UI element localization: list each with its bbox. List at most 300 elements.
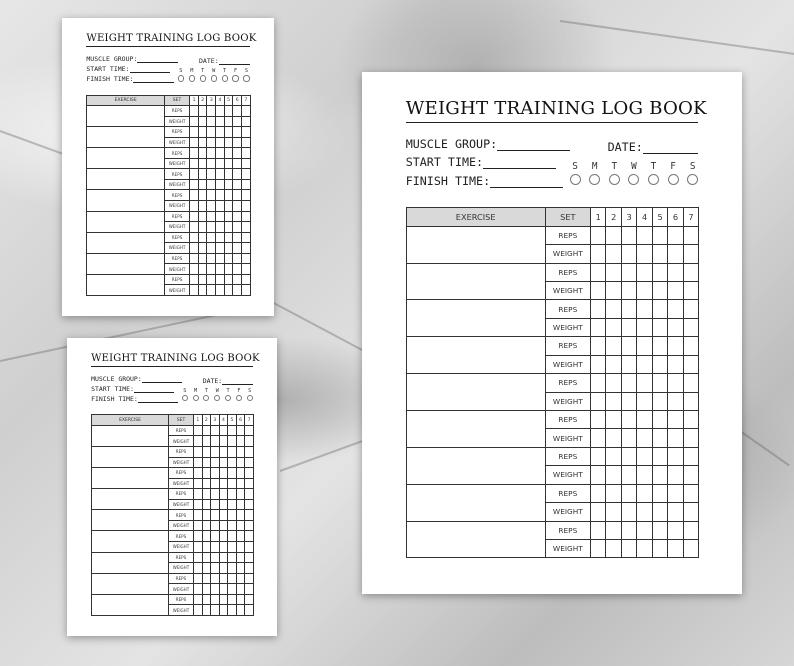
weekday-checkbox[interactable]	[189, 75, 195, 81]
set-entry-cell[interactable]	[637, 337, 652, 355]
weekday-0[interactable]	[182, 388, 188, 401]
weekday-checkbox[interactable]	[687, 174, 698, 185]
set-entry-cell[interactable]	[216, 274, 225, 285]
set-entry-cell[interactable]	[216, 232, 225, 243]
set-entry-cell[interactable]	[591, 539, 606, 557]
set-entry-cell[interactable]	[233, 116, 242, 127]
set-entry-cell[interactable]	[228, 594, 237, 605]
set-entry-cell[interactable]	[683, 245, 698, 263]
exercise-cell[interactable]	[92, 446, 169, 467]
set-entry-cell[interactable]	[216, 264, 225, 275]
set-entry-cell[interactable]	[207, 243, 216, 254]
set-entry-cell[interactable]	[652, 226, 667, 244]
set-entry-cell[interactable]	[241, 253, 250, 264]
weekday-1[interactable]	[189, 68, 195, 81]
set-entry-cell[interactable]	[228, 457, 237, 468]
set-entry-cell[interactable]	[241, 158, 250, 169]
weekday-checkbox[interactable]	[200, 75, 206, 81]
weekday-0[interactable]	[178, 68, 184, 81]
weekday-checkbox[interactable]	[589, 174, 600, 185]
set-entry-cell[interactable]	[591, 447, 606, 465]
set-entry-cell[interactable]	[194, 436, 203, 447]
set-entry-cell[interactable]	[219, 499, 228, 510]
set-entry-cell[interactable]	[228, 605, 237, 616]
set-entry-cell[interactable]	[233, 179, 242, 190]
set-entry-cell[interactable]	[606, 263, 621, 281]
exercise-cell[interactable]	[92, 594, 169, 615]
exercise-cell[interactable]	[92, 552, 169, 573]
set-entry-cell[interactable]	[241, 179, 250, 190]
set-entry-cell[interactable]	[202, 436, 211, 447]
set-entry-cell[interactable]	[211, 499, 220, 510]
start-time-field-line[interactable]	[483, 157, 556, 170]
set-entry-cell[interactable]	[236, 531, 245, 542]
muscle-group-field-line[interactable]	[142, 376, 182, 383]
set-entry-cell[interactable]	[621, 466, 636, 484]
set-entry-cell[interactable]	[190, 201, 199, 212]
weekday-checkbox[interactable]	[203, 395, 209, 401]
set-entry-cell[interactable]	[245, 584, 254, 595]
set-entry-cell[interactable]	[683, 539, 698, 557]
set-entry-cell[interactable]	[621, 484, 636, 502]
set-entry-cell[interactable]	[683, 300, 698, 318]
set-entry-cell[interactable]	[224, 211, 233, 222]
set-entry-cell[interactable]	[591, 318, 606, 336]
set-entry-cell[interactable]	[245, 436, 254, 447]
set-entry-cell[interactable]	[241, 116, 250, 127]
set-entry-cell[interactable]	[683, 392, 698, 410]
set-entry-cell[interactable]	[202, 552, 211, 563]
set-entry-cell[interactable]	[202, 457, 211, 468]
set-entry-cell[interactable]	[194, 478, 203, 489]
set-entry-cell[interactable]	[194, 605, 203, 616]
set-entry-cell[interactable]	[207, 211, 216, 222]
set-entry-cell[interactable]	[224, 190, 233, 201]
set-entry-cell[interactable]	[621, 521, 636, 539]
weekday-checkbox[interactable]	[193, 395, 199, 401]
set-entry-cell[interactable]	[245, 605, 254, 616]
set-entry-cell[interactable]	[637, 318, 652, 336]
set-entry-cell[interactable]	[202, 531, 211, 542]
set-entry-cell[interactable]	[224, 127, 233, 138]
set-entry-cell[interactable]	[228, 552, 237, 563]
set-entry-cell[interactable]	[233, 274, 242, 285]
set-entry-cell[interactable]	[194, 594, 203, 605]
set-entry-cell[interactable]	[207, 274, 216, 285]
set-entry-cell[interactable]	[668, 521, 683, 539]
weekday-checkbox[interactable]	[247, 395, 253, 401]
set-entry-cell[interactable]	[228, 510, 237, 521]
weekday-checkbox[interactable]	[211, 75, 217, 81]
set-entry-cell[interactable]	[190, 222, 199, 233]
set-entry-cell[interactable]	[668, 539, 683, 557]
set-entry-cell[interactable]	[211, 478, 220, 489]
weekday-checkbox[interactable]	[232, 75, 238, 81]
set-entry-cell[interactable]	[245, 594, 254, 605]
set-entry-cell[interactable]	[668, 337, 683, 355]
set-entry-cell[interactable]	[606, 355, 621, 373]
set-entry-cell[interactable]	[621, 282, 636, 300]
weekday-4[interactable]	[225, 388, 231, 401]
set-entry-cell[interactable]	[207, 264, 216, 275]
set-entry-cell[interactable]	[652, 282, 667, 300]
set-entry-cell[interactable]	[228, 425, 237, 436]
weekday-checkbox[interactable]	[222, 75, 228, 81]
set-entry-cell[interactable]	[236, 457, 245, 468]
set-entry-cell[interactable]	[637, 484, 652, 502]
set-entry-cell[interactable]	[591, 521, 606, 539]
set-entry-cell[interactable]	[591, 226, 606, 244]
set-entry-cell[interactable]	[591, 429, 606, 447]
set-entry-cell[interactable]	[228, 531, 237, 542]
set-entry-cell[interactable]	[652, 374, 667, 392]
set-entry-cell[interactable]	[194, 520, 203, 531]
set-entry-cell[interactable]	[245, 510, 254, 521]
set-entry-cell[interactable]	[668, 318, 683, 336]
set-entry-cell[interactable]	[211, 573, 220, 584]
set-entry-cell[interactable]	[683, 503, 698, 521]
set-entry-cell[interactable]	[219, 425, 228, 436]
set-entry-cell[interactable]	[652, 521, 667, 539]
set-entry-cell[interactable]	[652, 318, 667, 336]
set-entry-cell[interactable]	[591, 466, 606, 484]
set-entry-cell[interactable]	[236, 594, 245, 605]
set-entry-cell[interactable]	[219, 520, 228, 531]
set-entry-cell[interactable]	[224, 264, 233, 275]
set-entry-cell[interactable]	[606, 337, 621, 355]
set-entry-cell[interactable]	[228, 563, 237, 574]
weekday-6[interactable]	[247, 388, 253, 401]
exercise-cell[interactable]	[87, 211, 165, 232]
set-entry-cell[interactable]	[194, 531, 203, 542]
set-entry-cell[interactable]	[236, 489, 245, 500]
set-entry-cell[interactable]	[236, 520, 245, 531]
set-entry-cell[interactable]	[202, 605, 211, 616]
exercise-cell[interactable]	[92, 573, 169, 594]
set-entry-cell[interactable]	[224, 158, 233, 169]
exercise-cell[interactable]	[87, 127, 165, 148]
weekday-checkbox[interactable]	[570, 174, 581, 185]
set-entry-cell[interactable]	[198, 127, 207, 138]
set-entry-cell[interactable]	[668, 466, 683, 484]
set-entry-cell[interactable]	[683, 447, 698, 465]
set-entry-cell[interactable]	[228, 499, 237, 510]
set-entry-cell[interactable]	[202, 446, 211, 457]
set-entry-cell[interactable]	[652, 355, 667, 373]
set-entry-cell[interactable]	[668, 263, 683, 281]
finish-time-field-line[interactable]	[490, 175, 563, 188]
set-entry-cell[interactable]	[224, 222, 233, 233]
set-entry-cell[interactable]	[211, 520, 220, 531]
set-entry-cell[interactable]	[652, 539, 667, 557]
set-entry-cell[interactable]	[219, 573, 228, 584]
set-entry-cell[interactable]	[621, 355, 636, 373]
weekday-4[interactable]	[648, 161, 659, 185]
set-entry-cell[interactable]	[207, 158, 216, 169]
set-entry-cell[interactable]	[228, 436, 237, 447]
set-entry-cell[interactable]	[207, 106, 216, 117]
date-field-line[interactable]	[643, 141, 699, 154]
set-entry-cell[interactable]	[216, 190, 225, 201]
set-entry-cell[interactable]	[637, 282, 652, 300]
weekday-2[interactable]	[200, 68, 206, 81]
exercise-cell[interactable]	[406, 226, 545, 263]
set-entry-cell[interactable]	[216, 127, 225, 138]
set-entry-cell[interactable]	[190, 116, 199, 127]
set-entry-cell[interactable]	[591, 503, 606, 521]
set-entry-cell[interactable]	[241, 201, 250, 212]
set-entry-cell[interactable]	[668, 484, 683, 502]
set-entry-cell[interactable]	[245, 446, 254, 457]
set-entry-cell[interactable]	[211, 594, 220, 605]
set-entry-cell[interactable]	[637, 466, 652, 484]
set-entry-cell[interactable]	[228, 542, 237, 553]
set-entry-cell[interactable]	[241, 169, 250, 180]
set-entry-cell[interactable]	[198, 201, 207, 212]
set-entry-cell[interactable]	[241, 127, 250, 138]
set-entry-cell[interactable]	[233, 201, 242, 212]
muscle-group-field-line[interactable]	[497, 139, 570, 152]
set-entry-cell[interactable]	[245, 552, 254, 563]
set-entry-cell[interactable]	[241, 137, 250, 148]
set-entry-cell[interactable]	[224, 179, 233, 190]
set-entry-cell[interactable]	[591, 392, 606, 410]
set-entry-cell[interactable]	[606, 503, 621, 521]
set-entry-cell[interactable]	[652, 392, 667, 410]
set-entry-cell[interactable]	[211, 542, 220, 553]
set-entry-cell[interactable]	[668, 355, 683, 373]
set-entry-cell[interactable]	[190, 106, 199, 117]
set-entry-cell[interactable]	[683, 318, 698, 336]
set-entry-cell[interactable]	[211, 584, 220, 595]
set-entry-cell[interactable]	[202, 594, 211, 605]
set-entry-cell[interactable]	[194, 489, 203, 500]
set-entry-cell[interactable]	[683, 410, 698, 428]
set-entry-cell[interactable]	[637, 521, 652, 539]
set-entry-cell[interactable]	[233, 211, 242, 222]
set-entry-cell[interactable]	[591, 374, 606, 392]
set-entry-cell[interactable]	[194, 573, 203, 584]
set-entry-cell[interactable]	[652, 429, 667, 447]
set-entry-cell[interactable]	[683, 337, 698, 355]
set-entry-cell[interactable]	[211, 425, 220, 436]
set-entry-cell[interactable]	[606, 392, 621, 410]
weekday-checkbox[interactable]	[182, 395, 188, 401]
set-entry-cell[interactable]	[233, 243, 242, 254]
set-entry-cell[interactable]	[219, 510, 228, 521]
weekday-checkbox[interactable]	[243, 75, 249, 81]
set-entry-cell[interactable]	[219, 594, 228, 605]
weekday-checkbox[interactable]	[609, 174, 620, 185]
set-entry-cell[interactable]	[245, 478, 254, 489]
set-entry-cell[interactable]	[190, 243, 199, 254]
set-entry-cell[interactable]	[245, 542, 254, 553]
set-entry-cell[interactable]	[241, 148, 250, 159]
set-entry-cell[interactable]	[216, 106, 225, 117]
set-entry-cell[interactable]	[236, 584, 245, 595]
set-entry-cell[interactable]	[202, 520, 211, 531]
set-entry-cell[interactable]	[621, 300, 636, 318]
set-entry-cell[interactable]	[606, 447, 621, 465]
set-entry-cell[interactable]	[606, 539, 621, 557]
set-entry-cell[interactable]	[216, 158, 225, 169]
set-entry-cell[interactable]	[668, 429, 683, 447]
exercise-cell[interactable]	[87, 169, 165, 190]
set-entry-cell[interactable]	[668, 226, 683, 244]
set-entry-cell[interactable]	[219, 605, 228, 616]
exercise-cell[interactable]	[406, 300, 545, 337]
exercise-cell[interactable]	[87, 274, 165, 295]
set-entry-cell[interactable]	[606, 429, 621, 447]
set-entry-cell[interactable]	[202, 499, 211, 510]
set-entry-cell[interactable]	[637, 539, 652, 557]
exercise-cell[interactable]	[92, 489, 169, 510]
weekday-checkbox[interactable]	[648, 174, 659, 185]
set-entry-cell[interactable]	[668, 392, 683, 410]
set-entry-cell[interactable]	[211, 468, 220, 479]
set-entry-cell[interactable]	[198, 253, 207, 264]
set-entry-cell[interactable]	[606, 226, 621, 244]
set-entry-cell[interactable]	[668, 282, 683, 300]
weekday-checkbox[interactable]	[178, 75, 184, 81]
set-entry-cell[interactable]	[211, 457, 220, 468]
weekday-2[interactable]	[609, 161, 620, 185]
set-entry-cell[interactable]	[190, 253, 199, 264]
set-entry-cell[interactable]	[637, 503, 652, 521]
set-entry-cell[interactable]	[224, 137, 233, 148]
set-entry-cell[interactable]	[233, 106, 242, 117]
weekday-3[interactable]	[628, 161, 639, 185]
set-entry-cell[interactable]	[591, 263, 606, 281]
weekday-1[interactable]	[589, 161, 600, 185]
exercise-cell[interactable]	[92, 510, 169, 531]
set-entry-cell[interactable]	[190, 274, 199, 285]
set-entry-cell[interactable]	[194, 510, 203, 521]
set-entry-cell[interactable]	[652, 484, 667, 502]
weekday-5[interactable]	[236, 388, 242, 401]
set-entry-cell[interactable]	[652, 337, 667, 355]
set-entry-cell[interactable]	[211, 436, 220, 447]
set-entry-cell[interactable]	[683, 466, 698, 484]
set-entry-cell[interactable]	[207, 201, 216, 212]
set-entry-cell[interactable]	[190, 232, 199, 243]
set-entry-cell[interactable]	[216, 285, 225, 296]
set-entry-cell[interactable]	[637, 226, 652, 244]
set-entry-cell[interactable]	[202, 425, 211, 436]
exercise-cell[interactable]	[87, 106, 165, 127]
set-entry-cell[interactable]	[233, 127, 242, 138]
set-entry-cell[interactable]	[236, 446, 245, 457]
set-entry-cell[interactable]	[241, 264, 250, 275]
set-entry-cell[interactable]	[591, 410, 606, 428]
set-entry-cell[interactable]	[194, 468, 203, 479]
weekday-3[interactable]	[211, 68, 217, 81]
set-entry-cell[interactable]	[202, 468, 211, 479]
date-field-line[interactable]	[219, 57, 250, 65]
set-entry-cell[interactable]	[190, 190, 199, 201]
set-entry-cell[interactable]	[606, 374, 621, 392]
set-entry-cell[interactable]	[194, 552, 203, 563]
set-entry-cell[interactable]	[190, 127, 199, 138]
set-entry-cell[interactable]	[219, 563, 228, 574]
set-entry-cell[interactable]	[216, 201, 225, 212]
set-entry-cell[interactable]	[211, 446, 220, 457]
set-entry-cell[interactable]	[591, 282, 606, 300]
set-entry-cell[interactable]	[198, 264, 207, 275]
set-entry-cell[interactable]	[202, 489, 211, 500]
set-entry-cell[interactable]	[245, 489, 254, 500]
weekday-3[interactable]	[214, 388, 220, 401]
set-entry-cell[interactable]	[219, 552, 228, 563]
set-entry-cell[interactable]	[621, 447, 636, 465]
set-entry-cell[interactable]	[245, 520, 254, 531]
set-entry-cell[interactable]	[190, 211, 199, 222]
set-entry-cell[interactable]	[211, 605, 220, 616]
set-entry-cell[interactable]	[202, 510, 211, 521]
set-entry-cell[interactable]	[207, 285, 216, 296]
set-entry-cell[interactable]	[198, 116, 207, 127]
set-entry-cell[interactable]	[652, 447, 667, 465]
weekday-6[interactable]	[687, 161, 698, 185]
set-entry-cell[interactable]	[224, 148, 233, 159]
weekday-2[interactable]	[203, 388, 209, 401]
set-entry-cell[interactable]	[233, 232, 242, 243]
set-entry-cell[interactable]	[216, 179, 225, 190]
set-entry-cell[interactable]	[683, 429, 698, 447]
set-entry-cell[interactable]	[228, 584, 237, 595]
date-field-line[interactable]	[222, 377, 253, 384]
set-entry-cell[interactable]	[621, 245, 636, 263]
set-entry-cell[interactable]	[233, 148, 242, 159]
set-entry-cell[interactable]	[606, 410, 621, 428]
set-entry-cell[interactable]	[683, 374, 698, 392]
set-entry-cell[interactable]	[207, 116, 216, 127]
set-entry-cell[interactable]	[591, 245, 606, 263]
set-entry-cell[interactable]	[202, 478, 211, 489]
set-entry-cell[interactable]	[637, 410, 652, 428]
set-entry-cell[interactable]	[194, 499, 203, 510]
set-entry-cell[interactable]	[207, 127, 216, 138]
set-entry-cell[interactable]	[683, 282, 698, 300]
set-entry-cell[interactable]	[241, 274, 250, 285]
set-entry-cell[interactable]	[224, 232, 233, 243]
set-entry-cell[interactable]	[211, 489, 220, 500]
set-entry-cell[interactable]	[668, 300, 683, 318]
set-entry-cell[interactable]	[637, 263, 652, 281]
set-entry-cell[interactable]	[194, 425, 203, 436]
set-entry-cell[interactable]	[606, 282, 621, 300]
start-time-field-line[interactable]	[134, 386, 174, 393]
set-entry-cell[interactable]	[198, 211, 207, 222]
set-entry-cell[interactable]	[198, 179, 207, 190]
set-entry-cell[interactable]	[668, 447, 683, 465]
set-entry-cell[interactable]	[198, 222, 207, 233]
set-entry-cell[interactable]	[228, 520, 237, 531]
set-entry-cell[interactable]	[637, 392, 652, 410]
set-entry-cell[interactable]	[621, 263, 636, 281]
weekday-checkbox[interactable]	[628, 174, 639, 185]
finish-time-field-line[interactable]	[133, 76, 174, 84]
set-entry-cell[interactable]	[241, 232, 250, 243]
set-entry-cell[interactable]	[236, 436, 245, 447]
set-entry-cell[interactable]	[190, 169, 199, 180]
set-entry-cell[interactable]	[668, 410, 683, 428]
set-entry-cell[interactable]	[224, 116, 233, 127]
weekday-checkbox[interactable]	[214, 395, 220, 401]
finish-time-field-line[interactable]	[138, 396, 178, 403]
set-entry-cell[interactable]	[236, 605, 245, 616]
set-entry-cell[interactable]	[652, 503, 667, 521]
